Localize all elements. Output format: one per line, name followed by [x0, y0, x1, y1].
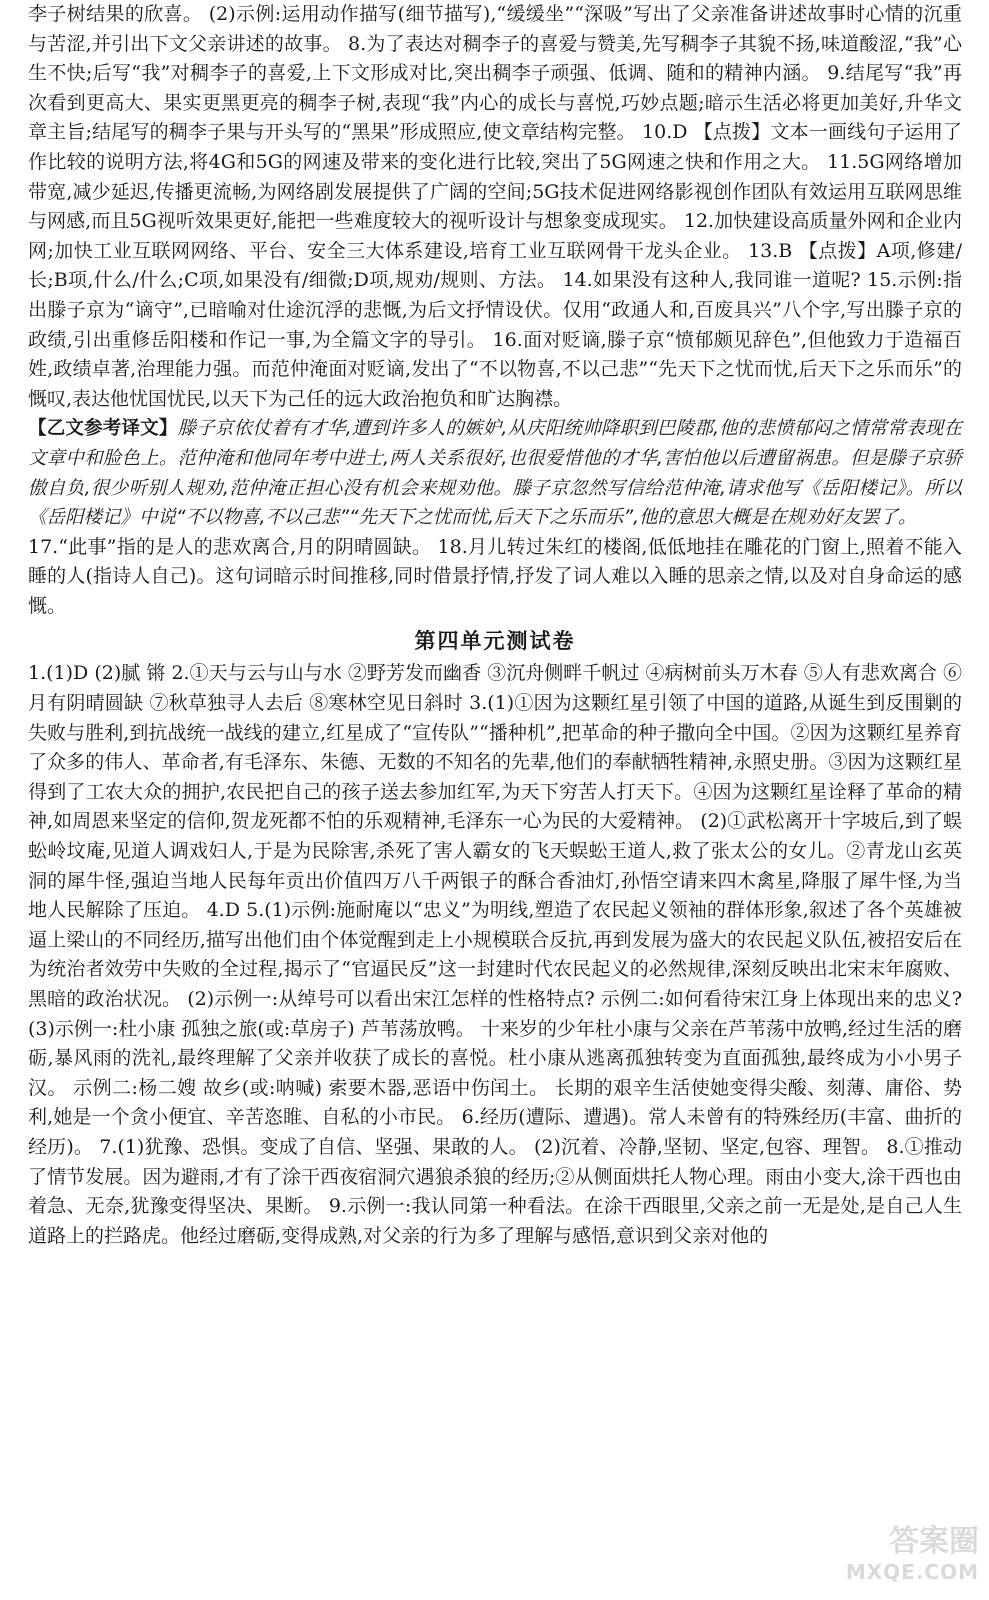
section-heading-unit4-test: 第四单元测试卷: [414, 628, 576, 654]
answer-text-column: [28, 0, 962, 1251]
site-watermark: [829, 1524, 979, 1594]
watermark-logo-text: 答案圈: [889, 1524, 979, 1559]
reference-translation: [28, 414, 962, 532]
watermark-domain-text: MXQE.COM: [845, 1560, 979, 1584]
answer-paragraph-poem: 17.“此事”指的是人的悲欢离合,月的阴晴圆缺。 18.月儿转过朱红的楼阁,低低地挂在雕花的门窗上,照着不能入睡的人(指诗人自己)。这句词暗示时间推移,同时借景抒情,抒发了词人难以入睡的思亲之情,以及对自身命运的感慨。: [28, 535, 962, 617]
translation-label: 【乙文参考译文】: [28, 418, 178, 440]
answer-paragraph-unit3-continued: 李子树结果的欣喜。 (2)示例:运用动作描写(细节描写),“缓缓坐”“深吸”写出了父亲准备讲述故事时心情的沉重与苦涩,并引出下文父亲讲述的故事。 8.为了表达对稠李子的喜爱与赞美,先写稠李子其貌不扬,味道酸涩,“我”心生不快;后写“我”对稠李子的喜爱,上下文形成对比,突出稠李子顽强、低调、随和的精神内涵。 9.结尾写“我”再次看到更高大、果实更黑更亮的稠李子树,表现“我”内心的成长与喜悦,巧妙点题;暗示生活必将更加美好,升华文章主旨;结尾写的稠李子果与开头写的“黑果”形成照应,使文章结构完整。 10.D 【点拨】文本一画线句子运用了作比较的说明方法,将4G和5G的网速及带来的变化进行比较,突出了5G网速之快和作用之大。 11.5G网络增加带宽,减少延迟,传播更流畅,为网络剧发展提供了广阔的空间;5G技术促进网络影视创作团队有效运用互联网思维与网感,而且5G视听效果更好,能把一些难度较大的视听设计与想象变成现实。 12.加快建设高质量外网和企业内网;加快工业互联网网络、平台、安全三大体系建设,培育工业互联网骨干龙头企业。 13.B 【点拨】A项,修建/长;B项,什么/什么;C项,如果没有/细微;D项,规劝/规则、方法。 14.如果没有这种人,我同谁一道呢? 15.示例:指出滕子京为“谪守”,已暗喻对仕途沉浮的悲慨,为后文抒情设伏。仅用“政通人和,百废具兴”八个字,写出滕子京的政绩,引出重修岳阳楼和作记一事,为全篇文字的导引。 16.面对贬谪,滕子京“愤郁颇见辞色”,但他致力于造福百姓,政绩卓著,治理能力强。而范仲淹面对贬谪,发出了“不以物喜,不以己悲”“先天下之忧而忧,后天下之乐而乐”的慨叹,表达他忧国忧民,以天下为己任的远大政治抱负和旷达胸襟。: [28, 3, 962, 410]
translation-body: 滕子京依仗着有才华,遭到许多人的嫉妒,从庆阳统帅降职到巴陵郡,他的悲愤郁闷之情常常表现在文章中和脸色上。范仲淹和他同年考中进士,两人关系很好,也很爱惜他的才华,害怕他以后遭留祸患。但是滕子京骄傲自负,很少听别人规劝,范仲淹正担心没有机会来规劝他。滕子京忽然写信给范仲淹,请求他写《岳阳楼记》。所以《岳阳楼记》中说“不以物喜,不以己悲”“先天下之忧而忧,后天下之乐而乐”,他的意思大概是在规劝好友罢了。: [28, 418, 962, 529]
answer-paragraph-unit4: 1.(1)D (2)腻 锵 2.①天与云与山与水 ②野芳发而幽香 ③沉舟侧畔千帆过 ④病树前头万木春 ⑤人有悲欢离合 ⑥月有阴晴圆缺 ⑦秋草独寻人去后 ⑧寒林空见日斜时 3.(1)①因为这颗红星引领了中国的道路,从诞生到反围剿的失败与胜利,到抗战统一战线的建立,红星成了“宣传队”“播种机”,把革命的种子撒向全中国。②因为这颗红星养育了众多的伟人、革命者,有毛泽东、朱德、无数的不知名的先辈,他们的奉献牺牲精神,永照史册。③因为这颗红星得到了工农大众的拥护,农民把自己的孩子送去参加红军,为天下穷苦人打天下。④因为这颗红星诠释了革命的精神,如周恩来坚定的信仰,贺龙死都不怕的乐观精神,毛泽东一心为民的大爱精神。 (2)①武松离开十字坡后,到了蜈蚣岭坟庵,见道人调戏妇人,于是为民除害,杀死了害人霸女的飞天蜈蚣王道人,救了张太公的女儿。②青龙山玄英洞的犀牛怪,强迫当地人民每年贡出价值四万八千两银子的酥合香油灯,孙悟空请来四木禽星,降服了犀牛怪,为当地人民解除了压迫。 4.D 5.(1)示例:施耐庵以“忠义”为明线,塑造了农民起义领袖的群体形象,叙述了各个英雄被逼上梁山的不同经历,描写出他们由个体觉醒到走上小规模联合反抗,再到发展为盛大的农民起义队伍,被招安后在为统治者效劳中失败的全过程,揭示了“官逼民反”这一封建时代农民起义的必然规律,深刻反映出北宋末年腐败、黑暗的政治状况。 (2)示例一:从绰号可以看出宋江怎样的性格特点? 示例二:如何看待宋江身上体现出来的忠义? (3)示例一:杜小康 孤独之旅(或:草房子) 芦苇荡放鸭。 十来岁的少年杜小康与父亲在芦苇荡中放鸭,经过生活的磨砺,暴风雨的洗礼,最终理解了父亲并收获了成长的喜悦。杜小康从逃离孤独转变为直面孤独,最终成为小小男子汉。 示例二:杨二嫂 故乡(或:呐喊) 索要木器,恶语中伤闰土。 长期的艰辛生活使她变得尖酸、刻薄、庸俗、势利,她是一个贪小便宜、辛苦恣睢、自私的小市民。 6.经历(遭际、遭遇)。常人未曾有的特殊经历(丰富、曲折的经历)。 7.(1)犹豫、恐惧。变成了自信、坚强、果敢的人。 (2)沉着、冷静,坚韧、坚定,包容、理智。 8.①推动了情节发展。因为避雨,才有了涂干西夜宿洞穴遇狼杀狼的经历;②从侧面烘托人物心理。雨由小变大,涂干西也由着急、无奈,犹豫变得坚决、果断。 9.示例一:我认同第一种看法。在涂干西眼里,父亲之前一无是处,是自己人生道路上的拦路虎。他经过磨砺,变得成熟,对父亲的行为多了理解与感悟,意识到父亲对他的: [28, 662, 962, 1247]
